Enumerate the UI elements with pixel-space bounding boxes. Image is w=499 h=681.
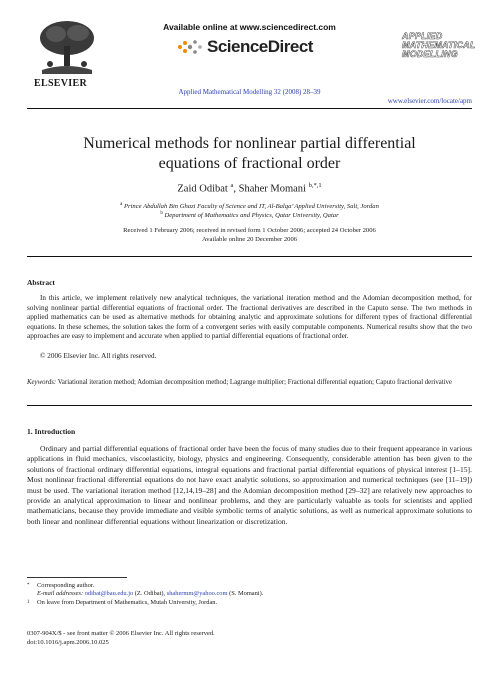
email-owner-odibat: (Z. Odibat),	[133, 590, 167, 597]
section-heading-introduction: 1. Introduction	[27, 427, 76, 436]
author-2-affiliation-mark: b,*,1	[308, 182, 322, 189]
affiliation-a-mark: a	[120, 202, 123, 207]
abstract-copyright: © 2006 Elsevier Inc. All rights reserved.	[40, 352, 157, 360]
received-dates: Received 1 February 2006; received in revised form 1 October 2006; accepted 24 October 2006	[123, 227, 376, 234]
footnote-corresponding-text: Corresponding author.	[37, 582, 95, 589]
journal-citation: Applied Mathematical Modelling 32 (2008) 28–39	[178, 88, 321, 96]
keywords-label: Keywords:	[27, 379, 57, 386]
email-label: E-mail addresses:	[37, 590, 84, 597]
journal-logo-line-3: MODELLING	[402, 49, 458, 59]
footnote-corresponding	[27, 582, 472, 590]
authors	[0, 182, 499, 195]
email-link-momani[interactable]: shahermm@yahoo.com	[166, 590, 228, 597]
footnote-leave-text: On leave from Department of Mathematics, Mutah University, Jordan.	[37, 599, 218, 606]
affiliation-a	[0, 202, 499, 210]
doi-line[interactable]: doi:10.1016/j.apm.2006.10.025	[27, 638, 109, 646]
footnote-leave	[27, 599, 472, 607]
journal-logo-line-1: APPLIED	[402, 31, 443, 41]
journal-url-link[interactable]: www.elsevier.com/locate/apm	[387, 97, 472, 105]
sciencedirect-logo[interactable]	[176, 36, 313, 58]
title-line-1: Numerical methods for nonlinear partial differential	[83, 135, 416, 152]
available-online-date: Available online 20 December 2006	[201, 236, 298, 243]
affiliation-b	[0, 211, 499, 219]
available-online-link[interactable]: Available online at www.sciencedirect.com	[163, 22, 336, 32]
abstract-bottom-rule	[27, 405, 472, 406]
introduction-text: Ordinary and partial differential equations of fractional order have been the focus of many studies due to their frequent appearance in various applications in fluid mechanics, viscoelasticity, biology, physics and engineering. Consequently, considerable attention has been given to the solutions of fractional ordinary differential equations, integral equations and fractional partial differential equations of physical interest [1–15]. Most nonlinear fractional differential equations do not have exact analytic solutions, so approximation and numerical techniques (see [11–19]) must be used. The variational iteration method [12,14,19–28] and the Adomian decomposition method [29–32] are relatively new approaches to provide an analytical approximation to linear and nonlinear problems, and they are particularly valuable as tools for scientists and applied mathematicians, because they provide immediate and visible symbolic terms of analytic solutions, as well as numerical approximate solutions to both linear and nonlinear differential equations without linearization or discretization.	[27, 444, 472, 526]
issn-line: 0307-904X/$ - see front matter © 2006 Elsevier Inc. All rights reserved.	[27, 630, 215, 637]
journal-logo	[402, 31, 476, 59]
author-1: Zaid Odibat	[177, 183, 228, 195]
keywords	[27, 378, 472, 387]
front-matter	[27, 630, 215, 647]
publisher-name: ELSEVIER	[34, 78, 87, 89]
abstract-top-rule	[27, 256, 472, 257]
footnote-one-mark: 1	[27, 600, 30, 605]
author-2: Shaher Momani	[238, 183, 306, 195]
email-link-odibat[interactable]: odibat@bau.edu.jo	[84, 590, 134, 597]
affiliation-a-text: Prince Abdullah Bin Ghazi Faculty of Science and IT, Al-Balqa’ Applied University, Salt, Jordan	[123, 203, 379, 211]
sciencedirect-wordmark: ScienceDirect	[207, 37, 313, 56]
title-line-2: equations of fractional order	[158, 155, 341, 172]
affiliation-b-text: Department of Mathematics and Physics, Qatar University, Qatar	[164, 212, 339, 220]
email-owner-momani: (S. Momani).	[227, 590, 264, 597]
author-separator: ,	[233, 183, 239, 195]
footnote-emails	[27, 590, 482, 598]
sciencedirect-dots-icon	[176, 38, 204, 56]
keywords-list: Variational iteration method; Adomian decomposition method; Lagrange multiplier; Fractional differential equation; Caputo fractional derivative	[57, 379, 452, 386]
journal-logo-line-2: MATHEMATICAL	[402, 40, 476, 50]
footnote-rule	[27, 577, 127, 578]
header-rule	[27, 108, 472, 109]
abstract-text: In this article, we implement relatively new analytical techniques, the variational iteration method and the Adomian decomposition method, for solving nonlinear partial differential equations of fractional order. The fractional derivatives are described in the Caputo sense. The two methods in applied mathematics can be used as alternative methods for obtaining analytic and approximate solutions for different types of fractional differential equations. In these schemes, the solution takes the form of a convergent series with easily computable components. Numerical results show that the two approaches are easy to implement and accurate when applied to partial differential equations of fractional order.	[27, 294, 472, 341]
article-title	[40, 134, 459, 174]
author-1-affiliation-mark: a	[230, 182, 234, 189]
affiliation-b-mark: b	[160, 211, 163, 216]
footnote-star-mark: *	[27, 583, 30, 588]
abstract-heading: Abstract	[27, 278, 55, 287]
